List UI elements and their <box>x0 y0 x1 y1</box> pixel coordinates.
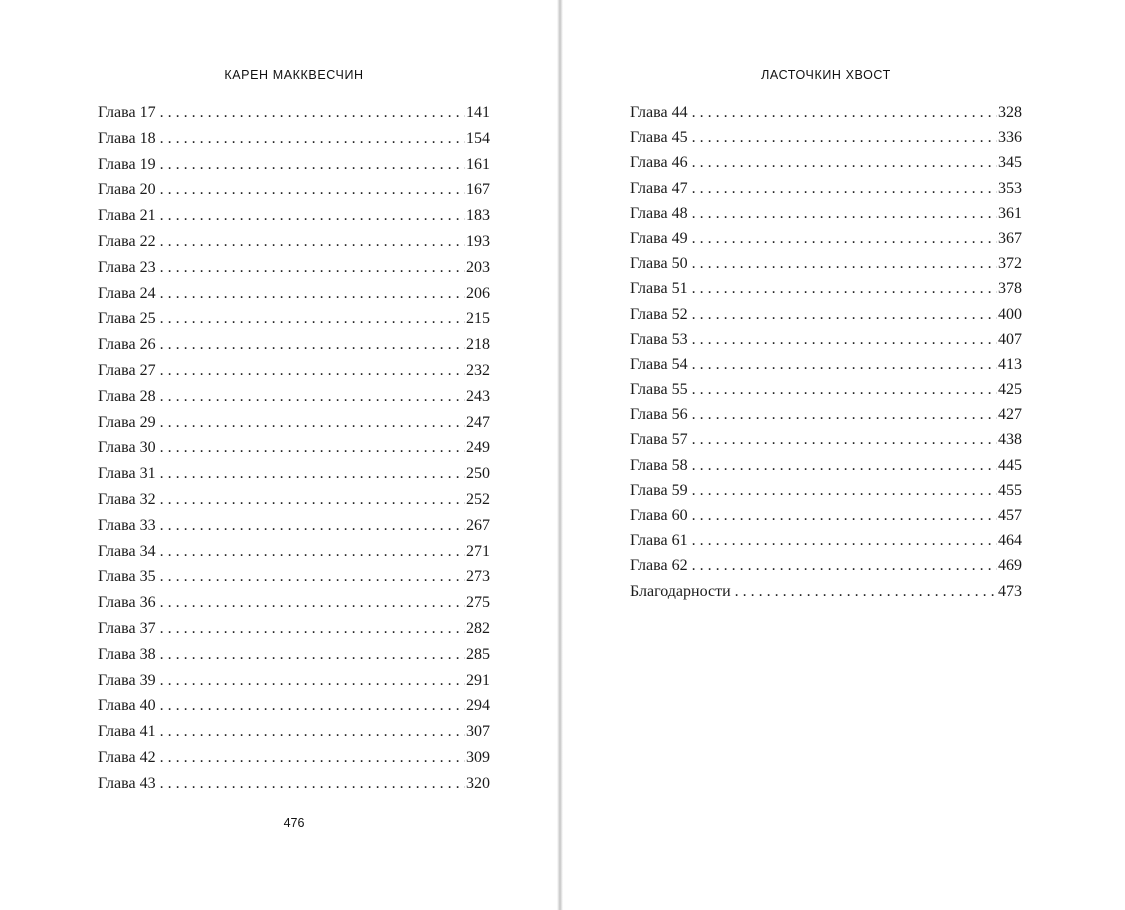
toc-entry-page: 309 <box>466 748 490 766</box>
toc-entry <box>630 330 1022 355</box>
toc-entry <box>630 456 1022 481</box>
toc-entry <box>630 380 1022 405</box>
dot-leader <box>160 155 465 175</box>
toc-entry-title: Глава 36 <box>98 594 156 612</box>
dot-leader <box>692 380 997 400</box>
toc-entry <box>98 413 490 439</box>
toc-entry <box>98 722 490 748</box>
dot-leader <box>160 206 465 226</box>
dot-leader <box>692 430 997 450</box>
toc-entry <box>630 481 1022 506</box>
toc-entry-title: Глава 42 <box>98 748 156 766</box>
toc-entry <box>98 387 490 413</box>
toc-entry <box>98 464 490 490</box>
toc-entry <box>98 619 490 645</box>
dot-leader <box>692 229 997 249</box>
toc-entry-title: Глава 18 <box>98 129 156 147</box>
dot-leader <box>692 305 997 325</box>
running-head-author: КАРЕН МАККВЕСЧИН <box>224 68 364 82</box>
toc-entry-title: Глава 17 <box>98 104 156 121</box>
toc-entry-page: 273 <box>466 568 490 586</box>
toc-entry-page: 141 <box>466 104 490 121</box>
toc-entry <box>98 103 490 129</box>
toc-entry-page: 361 <box>998 204 1022 222</box>
toc-entry <box>98 438 490 464</box>
toc-entry-title: Глава 29 <box>98 413 156 431</box>
dot-leader <box>692 128 997 148</box>
dot-leader <box>160 180 465 200</box>
toc-entry-title: Глава 22 <box>98 232 156 250</box>
dot-leader <box>160 309 465 329</box>
page-number: 476 <box>283 816 305 830</box>
toc-entry <box>98 516 490 542</box>
dot-leader <box>692 456 997 476</box>
dot-leader <box>160 696 465 716</box>
toc-entry-title: Глава 55 <box>630 381 688 399</box>
toc-entry-title: Глава 60 <box>630 507 688 524</box>
toc-entry <box>98 361 490 387</box>
toc-entry-title: Глава 33 <box>98 516 156 534</box>
dot-leader <box>160 490 465 510</box>
toc-entry-page: 455 <box>998 481 1022 499</box>
toc-entry <box>98 206 490 232</box>
toc-entry-title: Глава 47 <box>630 179 688 197</box>
dot-leader <box>160 722 465 742</box>
dot-leader <box>160 567 465 587</box>
dot-leader <box>160 361 465 381</box>
toc-entry <box>630 405 1022 430</box>
toc-entry-page: 193 <box>466 232 490 250</box>
dot-leader <box>160 438 465 458</box>
toc-entry <box>98 774 490 800</box>
toc-entry <box>630 582 1022 607</box>
toc-entry-title: Глава 37 <box>98 619 156 637</box>
toc-entry-page: 294 <box>466 697 490 715</box>
toc-entry-page: 445 <box>998 456 1022 474</box>
toc-entry <box>630 355 1022 380</box>
toc-entry <box>630 279 1022 304</box>
toc-entry-page: 203 <box>466 258 490 276</box>
toc-entry <box>630 556 1022 581</box>
toc-entry-title: Глава 19 <box>98 155 156 173</box>
toc-entry <box>630 254 1022 279</box>
toc-entry <box>98 748 490 774</box>
toc-entry-title: Глава 25 <box>98 310 156 328</box>
toc-entry-title: Глава 27 <box>98 361 156 379</box>
toc-entry <box>630 128 1022 153</box>
dot-leader <box>160 335 465 355</box>
toc-entry <box>98 155 490 181</box>
toc-entry-title: Глава 61 <box>630 532 688 550</box>
dot-leader <box>692 179 997 199</box>
dot-leader <box>692 355 997 375</box>
toc-entry-page: 353 <box>998 179 1022 197</box>
toc-entry-title: Глава 51 <box>630 280 688 298</box>
toc-entry-page: 183 <box>466 207 490 225</box>
toc-entry-page: 400 <box>998 305 1022 323</box>
toc-entry-title: Глава 46 <box>630 154 688 172</box>
toc-list-right <box>630 103 1022 607</box>
dot-leader <box>160 103 465 123</box>
running-head-title: ЛАСТОЧКИН ХВОСТ <box>761 68 891 82</box>
toc-entry-page: 161 <box>466 155 490 173</box>
toc-entry-page: 320 <box>466 774 490 792</box>
toc-entry-page: 425 <box>998 381 1022 399</box>
toc-entry-title: Глава 34 <box>98 542 156 560</box>
dot-leader <box>692 279 997 299</box>
toc-entry-page: 473 <box>998 582 1022 600</box>
toc-entry-page: 249 <box>466 439 490 457</box>
toc-entry <box>98 309 490 335</box>
toc-entry-title: Глава 41 <box>98 723 156 741</box>
toc-entry-page: 372 <box>998 255 1022 273</box>
dot-leader <box>160 284 465 304</box>
toc-entry <box>98 567 490 593</box>
toc-entry-title: Глава 38 <box>98 645 156 663</box>
dot-leader <box>160 671 465 691</box>
toc-entry-page: 250 <box>466 465 490 483</box>
toc-entry-title: Глава 21 <box>98 207 156 225</box>
toc-entry-page: 232 <box>466 361 490 379</box>
toc-entry <box>98 696 490 722</box>
toc-entry-title: Глава 58 <box>630 456 688 474</box>
toc-entry-title: Глава 26 <box>98 336 156 354</box>
toc-entry <box>630 204 1022 229</box>
toc-entry <box>98 258 490 284</box>
toc-entry-page: 167 <box>466 181 490 199</box>
toc-entry-page: 218 <box>466 336 490 354</box>
toc-entry <box>630 229 1022 254</box>
toc-entry <box>630 305 1022 330</box>
toc-entry-page: 407 <box>998 330 1022 348</box>
dot-leader <box>160 645 465 665</box>
toc-entry-title: Глава 44 <box>630 104 688 121</box>
toc-entry-page: 267 <box>466 516 490 534</box>
toc-entry <box>98 335 490 361</box>
dot-leader <box>160 258 465 278</box>
toc-entry-page: 413 <box>998 355 1022 373</box>
dot-leader <box>160 516 465 536</box>
toc-entry <box>98 490 490 516</box>
dot-leader <box>692 330 997 350</box>
dot-leader <box>160 129 465 149</box>
toc-entry-page: 247 <box>466 413 490 431</box>
toc-entry-title: Глава 28 <box>98 387 156 405</box>
dot-leader <box>160 464 465 484</box>
toc-entry-title: Глава 32 <box>98 490 156 508</box>
toc-entry <box>630 103 1022 128</box>
toc-entry-title: Глава 48 <box>630 204 688 222</box>
toc-entry-page: 271 <box>466 542 490 560</box>
toc-entry-title: Глава 62 <box>630 557 688 575</box>
toc-entry-page: 464 <box>998 532 1022 550</box>
toc-entry-page: 285 <box>466 645 490 663</box>
toc-entry-title: Глава 57 <box>630 431 688 449</box>
toc-entry <box>98 593 490 619</box>
toc-entry-page: 457 <box>998 507 1022 524</box>
toc-entry <box>98 671 490 697</box>
right-page <box>562 0 1125 910</box>
toc-entry <box>630 430 1022 455</box>
toc-entry <box>630 531 1022 556</box>
toc-entry-page: 282 <box>466 619 490 637</box>
toc-entry-page: 243 <box>466 387 490 405</box>
toc-entry <box>98 180 490 206</box>
toc-entry <box>98 645 490 671</box>
toc-entry-title: Глава 20 <box>98 181 156 199</box>
dot-leader <box>160 774 465 794</box>
dot-leader <box>692 556 997 576</box>
toc-entry-page: 291 <box>466 671 490 689</box>
dot-leader <box>160 542 465 562</box>
dot-leader <box>160 593 465 613</box>
dot-leader <box>692 506 997 526</box>
dot-leader <box>692 405 997 425</box>
toc-entry-page: 215 <box>466 310 490 328</box>
dot-leader <box>160 387 465 407</box>
toc-entry-title: Глава 54 <box>630 355 688 373</box>
toc-entry <box>98 232 490 258</box>
toc-list-left <box>98 103 490 800</box>
toc-entry-title: Глава 50 <box>630 255 688 273</box>
toc-entry-title: Глава 40 <box>98 697 156 715</box>
dot-leader <box>692 254 997 274</box>
toc-entry <box>98 129 490 155</box>
dot-leader <box>160 413 465 433</box>
toc-entry-page: 469 <box>998 557 1022 575</box>
toc-entry-page: 275 <box>466 594 490 612</box>
toc-entry-page: 336 <box>998 129 1022 147</box>
toc-entry <box>630 153 1022 178</box>
left-page <box>0 0 559 910</box>
toc-entry-title: Глава 43 <box>98 774 156 792</box>
dot-leader <box>692 204 997 224</box>
toc-entry-page: 367 <box>998 229 1022 247</box>
toc-entry <box>630 179 1022 204</box>
toc-entry-page: 345 <box>998 154 1022 172</box>
toc-entry-title: Глава 30 <box>98 439 156 457</box>
toc-entry-title: Глава 59 <box>630 481 688 499</box>
toc-entry-page: 328 <box>998 104 1022 121</box>
toc-entry-title: Глава 31 <box>98 465 156 483</box>
dot-leader <box>692 481 997 501</box>
toc-entry-title: Глава 24 <box>98 284 156 302</box>
toc-entry-title: Глава 52 <box>630 305 688 323</box>
toc-entry-title: Глава 39 <box>98 671 156 689</box>
toc-entry-page: 427 <box>998 406 1022 424</box>
toc-entry-page: 252 <box>466 490 490 508</box>
toc-entry-title: Благодарности <box>630 582 731 600</box>
toc-entry <box>98 542 490 568</box>
dot-leader <box>735 582 997 602</box>
toc-entry <box>630 506 1022 531</box>
toc-entry-title: Глава 35 <box>98 568 156 586</box>
dot-leader <box>160 232 465 252</box>
toc-entry-page: 378 <box>998 280 1022 298</box>
dot-leader <box>160 619 465 639</box>
toc-entry-page: 438 <box>998 431 1022 449</box>
dot-leader <box>692 531 997 551</box>
toc-entry-title: Глава 23 <box>98 258 156 276</box>
toc-entry-page: 154 <box>466 129 490 147</box>
dot-leader <box>160 748 465 768</box>
dot-leader <box>692 153 997 173</box>
toc-entry-title: Глава 56 <box>630 406 688 424</box>
toc-entry-page: 307 <box>466 723 490 741</box>
toc-entry-page: 206 <box>466 284 490 302</box>
toc-entry-title: Глава 45 <box>630 129 688 147</box>
toc-entry-title: Глава 53 <box>630 330 688 348</box>
toc-entry-title: Глава 49 <box>630 229 688 247</box>
dot-leader <box>692 103 997 123</box>
toc-entry <box>98 284 490 310</box>
